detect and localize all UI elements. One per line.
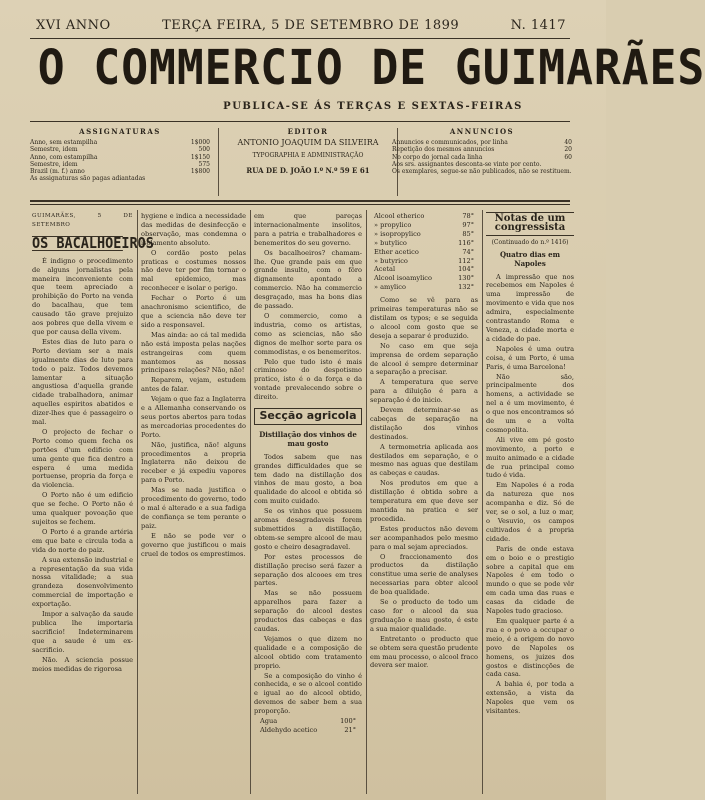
price-row: Anno, com estampilha 1$150 [30,153,210,161]
masthead-rule [30,121,570,122]
article-subheading: Quatro dias em Napoles [499,249,561,268]
paragraph: O Porto é a grande artéria em que bate e circula toda a vida do norte do paiz. [32,527,133,554]
column-3 [254,212,362,794]
table-row: » butyrico 112° [374,256,474,265]
paragraph: em que pareças internacionalmente insolitos, para a patria e trabalhadores e benemeritos do seu governo. [254,212,362,247]
paragraph: Vejam o que faz a Inglaterra e a Allemanha conservando os seus portos abertos para todas as mercadorias procedentes do Porto. [141,395,246,439]
paragraph: Estes productos não devem ser acompanhados pelo mesmo para o mal sejam apreciados. [370,524,478,551]
paragraph: Nos produtos em que a distillação é obtida sobre a temperatura em que deve ser mantida na pratica e ser procedida. [370,479,478,523]
header-rule [30,204,570,205]
paragraph: Se o producto de todo um caso for o alcool da sua graduação e mau gosto, é este a sua maior qualidade. [370,598,478,633]
section-heading: Secção agricola [254,408,362,425]
top-rule [30,38,570,39]
table-row: Alcool etherico 78° [374,212,474,220]
paragraph: O Porto não é um edificio que se feche. O Porto não é uma qualquer povoação que sujeitos se fechem. [32,491,133,526]
paragraph: Por estes processos de distillação preciso será fazer a separação dos alcooes em tres partes. [254,552,362,588]
paragraph: O cordão posto pelas praticas e costumes nossos não deve ter por fim tornar o mal epidemico, mas reconhecer e isolar o perigo. [141,248,246,293]
continued-note: (Continuado do n.º 1416) [491,238,569,246]
paragraph: Não, justifica, não! alguns procedimentos a propria Inglaterra não deixou de receber e já expediu vapores para o Porto. [141,440,246,485]
table-row: » propylico 97° [374,220,474,229]
issue-line [36,18,566,33]
table-row: Acetal 104° [374,265,474,274]
column-1 [32,212,154,794]
masthead-title: O COMMERCIO DE GUIMARÃES [37,40,705,96]
issue-number: N. 1417 [510,18,566,33]
paragraph: Mas se nada justifica o procedimento do governo, todo o mal é alterado e a sua fadiga de confiança se tem perante o paiz. [141,486,246,530]
paragraph: Impor a salvação da saude publica lhe importaria sacrificio! Indeterminarem que a saude é um ex-sacrificio. [32,610,133,654]
article-heading: Notas de um congressista [486,212,574,236]
column-2 [141,212,246,794]
paragraph: Vejamos o que dizem no qualidade e a composição de alcool obtido com tratamento proprio. [254,634,362,670]
price-row: Semestre, idem 500 [30,146,210,154]
paragraph: Como se vê para as primeiras temperaturas não se distilam os typos; e se seguida o alcool com gosto que se deseja a separar é produzido. [370,296,478,340]
price-row: Annuncios e communicados, por linha 40 [392,139,572,147]
boiling-table [370,212,478,296]
ads-note: Aos srs. assignantes desconta-se vinte por cento. [392,160,542,168]
table-row: Alcool isoamylico 130° [374,274,474,283]
paragraph: O projecto de fechar o Porto como quem fecha os portões d'um edificio com uma gente que fica dentro a espera é uma medida portuense, propria da força e da violencia. [32,427,133,490]
paragraph: A impressão que nos recebemos em Napoles é uma impressão de movimento e vida que nos admira, especialmente contrastando Roma e Veneza, a cidade morta e a cidade do pae. [486,272,574,343]
issue-date: TERÇA FEIRA, 5 DE SETEMBRO DE 1899 [162,18,460,33]
paragraph: Fechar o Porto é um anachronismo scientifico, de que a sciencia não deve ter sido a responsavel. [141,294,246,329]
price-row: Repetição dos mesmos annuncios 20 [392,146,572,154]
column-rule [366,210,367,794]
price-row: Semestre, idem 575 [30,160,210,168]
table-row: » butylico 116° [374,238,474,247]
issue-year: XVI ANNO [36,18,111,33]
column-4 [370,212,478,794]
ads-title: ANNUNCIOS [449,127,515,136]
paragraph: Devem determinar-se as cabeças de separação na distilação dos vinhos destinados. [370,406,478,441]
paragraph: Os bacalhoeiros? chamam-lhe. Que grande pais em que grande insulto, com o fôro dignamente apontado a commercio. Não ha commercio desgraçado, mas ha bons dias de passado. [254,248,362,311]
subscriptions-note: As assignaturas são pagas adiantadas [30,175,146,183]
column-rule [482,210,483,794]
paragraph: Reparem, vejam, estudem antes de falar. [141,376,246,394]
paragraph: O commercio, como a industria, como os artistas, como as sciencias, não são dignos de melhor sorte para os commodistas, e os benemeritos. [254,311,362,356]
article-heading: OS BACALHOEIROS [32,233,154,252]
ads-box [392,128,572,196]
editor-office: TYPOGRAPHIA E ADMINISTRAÇÃO [252,152,364,160]
paragraph: Entretanto o producto que se obtem sera questão prudente em mau processo, o alcool fraco devera ser maior. [370,634,478,670]
paragraph: Não. A sciencia possue meios medidas de rigorosa [32,655,133,673]
paragraph: Napoles é uma outra coisa, é um Porto, é uma Paris, é uma Barcelona! [486,344,574,371]
paragraph: O fraccionamento dos productos da distilação constitue uma serie de analyses necessarias para obter alcool de boa qualidade. [370,552,478,597]
subscriptions-box [30,128,210,196]
paragraph: Mas se não possuem apparelhos para fazer a separação do alcool destes productos das cabeças e das caudas. [254,589,362,633]
paragraph: Se os vinhos que possuem aromas desagradaveis forem submettidos a distillação, obtem-se sempre alcool de mau gosto e cheiro desagradavel. [254,507,362,551]
paragraph: Se a composição do vinho é conhecida, e se o alcool contido e igual ao do alcool obtido, devemos de saber bem a sua proporção. [254,671,362,716]
paragraph: hygiene e indica a necessidade das medidas de desinfecção e observação, mas condemna o isolamento absoluto. [141,212,246,247]
header-double-rule [30,200,570,202]
paragraph: A termometria aplicada aos destilados em separação, e o mesmo nas aguas que destilam as cabeças e caudas. [370,442,478,478]
paragraph: Em qualquer parte é a rua e o povo a occupar o meio, é a origem do novo povo de Napoles os homens, os juizes dos gostos e distincções de cada casa. [486,616,574,679]
table-row: » amylico 132° [374,283,474,292]
article-subheading: Distillação dos vinhos de mau gosto [259,429,357,448]
masthead-subtitle: PUBLICA-SE ÁS TERÇAS E SEXTAS-FEIRAS [223,101,523,112]
table-row: Agua 100° [260,717,356,726]
table-row: Aldehydo acetico 21° [260,725,356,734]
column-rule [137,210,138,794]
paragraph: Em Napoles é a roda da natureza que nos acompanha e diz. Só de ver, se o sol, a luz o mar, o Vesuvio, os campos cultivados é a propria cidade. [486,481,574,543]
paragraph: Estes dias de luto para o Porto deviam ser a mais igualmente dias de luto para todo o paiz. Todos devemos lamentar a situação angustiosa d'aquella grande cidade trabalhadora, animar aquelles espiritos abatidos e dizer-lhes que é passageiro o mal. [32,337,133,427]
paragraph: Paris de onde estava em o boio e o prestigio sobre a capital que em Napoles é em todo o mundo o que se pode vêr em cada uma das ruas e casas da cidade de Napoles tudo gracioso. [486,544,574,616]
paragraph: Pelo que tudo isto é mais criminoso do despotismo pratico, isto é o da força e da vontade prevalecendo sobre o direito. [254,357,362,402]
price-row: Anno, sem estampilha 1$000 [30,139,210,147]
table-row: Ether acetico 74° [374,247,474,256]
column-5 [486,212,574,794]
paragraph: A bahia é, por toda a extensão, a vista da Napoles que vem os visitantes. [486,680,574,716]
boiling-table [254,717,362,735]
paragraph: Não são, principalmente dos homens, a actividade se nel a é um movimento, é o que nos encontramos só de um e a volta cosmopolita. [486,372,574,434]
paragraph: A temperatura que serve para a diluição é para a separação é do inicio. [370,378,478,405]
paragraph: A sua extensão industrial e a representação da sua vida nossa vitalidade; a sua grandeza dosenvolvimento commercial de importação e exportação. [32,555,133,609]
price-row: Brazil (m. f.) anno 1$800 [30,168,210,176]
editor-box [218,128,398,196]
paragraph: Todos sabem que nas grandes difficuldades que se tem dado na distillação dos vinhos de mau gosto, a boa qualidade do alcool e obtida só com muito cuidado. [254,452,362,506]
subscriptions-title: ASSIGNATURAS [79,127,161,136]
column-rule [250,210,251,794]
editor-label: EDITOR [287,127,329,136]
editor-name: ANTONIO JOAQUIM DA SILVEIRA [237,138,379,148]
paragraph: É indigno o procedimento de alguns jornalistas pela maneira inconveniente com que teem apreciado a prohibição do Porto na venda do bacalhau, que tem causado tão grave prejuizo aos pobres que della vivem e que por causa della vivem. [32,256,133,336]
dateline: GUIMARÃES, 5 DE SETEMBRO [32,213,133,228]
table-row: » isopropylico 85° [374,229,474,238]
paragraph: Mas ainda: ao cá tal medida não está imposta pelas nações estrangeiras com quem mantemos as nossas principaes relações? Não, não! [141,330,246,375]
paragraph: No caso em que seja imprensa de ordem separação de alcool é sempre determinar a separação a precisar. [370,341,478,377]
paragraph: Ali vive em pé gosto movimento, a porto e muito animado e a cidade de rua principal como tudo é vida. [486,435,574,480]
ads-note: Os exemplares, segue-se não publicados, não se restituem. [392,168,572,176]
editor-address: RUA DE D. JOÃO I.º N.º 59 E 61 [246,165,370,175]
price-row: No corpo do jornal cada linha 60 [392,153,572,161]
paragraph: E não se pode ver o governo que justificou o mais cruel de todos os emprestimos. [141,531,246,558]
